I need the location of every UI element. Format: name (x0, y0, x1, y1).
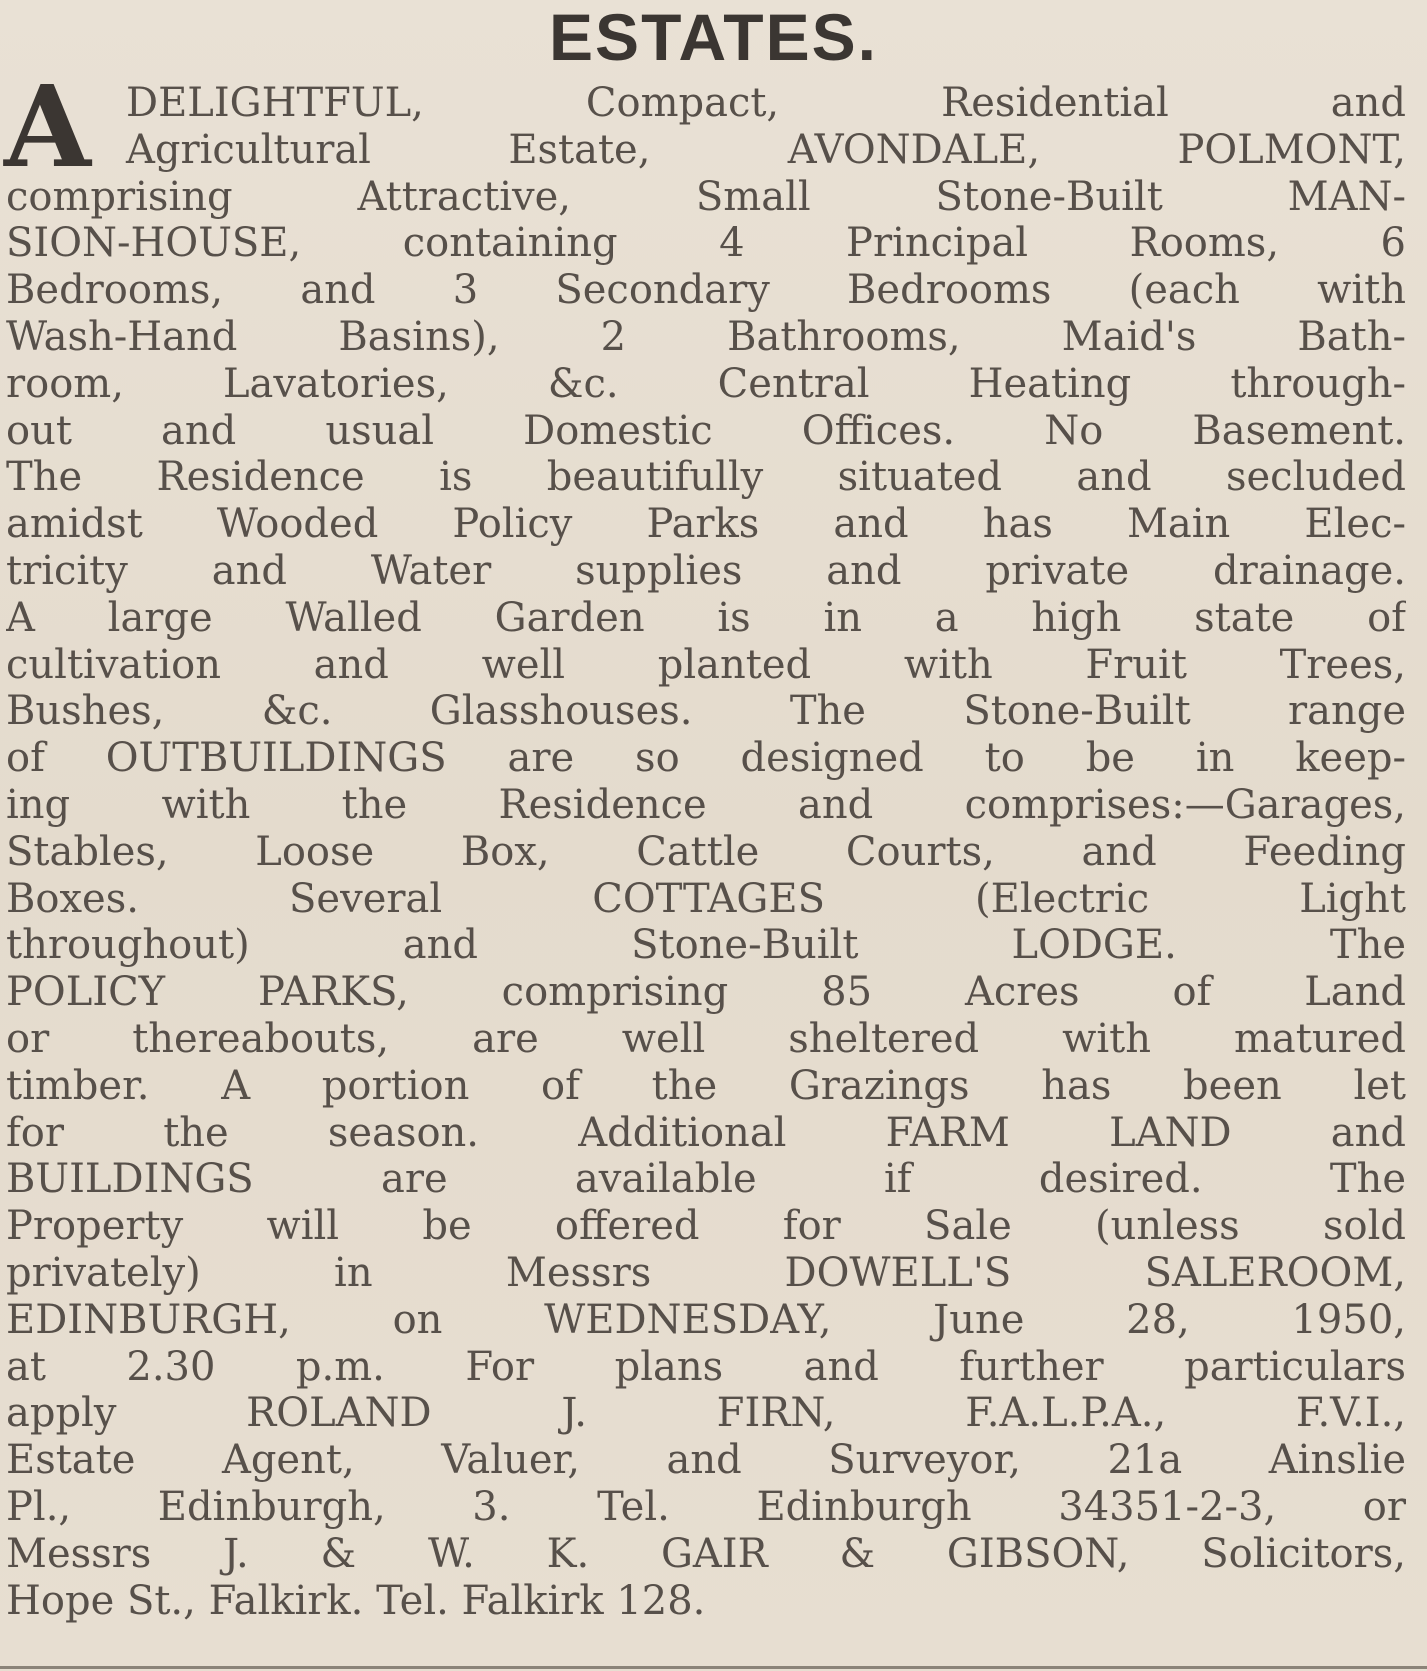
ad-line: The Residence is beautifully situated and secluded (6, 454, 1406, 501)
ad-line: Wash-Hand Basins), 2 Bathrooms, Maid's Bath- (6, 313, 1406, 360)
ad-line: BUILDINGS are available if desired. The (6, 1156, 1406, 1203)
ad-line: EDINBURGH, on WEDNESDAY, June 28, 1950, (6, 1296, 1406, 1343)
ad-line: room, Lavatories, &c. Central Heating through- (6, 360, 1406, 407)
ad-line: of OUTBUILDINGS are so designed to be in keep- (6, 735, 1406, 782)
ad-line: or thereabouts, are well sheltered with matured (6, 1015, 1406, 1062)
advertisement-body (4, 62, 1406, 1624)
ad-line: Boxes. Several COTTAGES (Electric Light (6, 875, 1406, 922)
drop-cap: A (4, 62, 91, 193)
ad-line: Messrs J. & W. K. GAIR & GIBSON, Solicitors, (6, 1530, 1406, 1577)
ad-line: Property will be offered for Sale (unless sold (6, 1203, 1406, 1250)
ad-line: A large Walled Garden is in a high state of (6, 594, 1406, 641)
ad-line: Bedrooms, and 3 Secondary Bedrooms (each with (6, 267, 1406, 314)
ad-line: ing with the Residence and comprises:—Garages, (6, 781, 1406, 828)
ad-line: apply ROLAND J. FIRN, F.A.L.P.A., F.V.I., (6, 1390, 1406, 1437)
ad-line: comprising Attractive, Small Stone-Built MAN- (6, 173, 1406, 220)
ad-line: tricity and Water supplies and private drainage. (6, 547, 1406, 594)
ad-line: cultivation and well planted with Fruit Trees, (6, 641, 1406, 688)
ad-line: Estate Agent, Valuer, and Surveyor, 21a Ainslie (6, 1437, 1406, 1484)
bottom-rule (0, 1666, 1427, 1669)
ad-line: Bushes, &c. Glasshouses. The Stone-Built range (6, 688, 1406, 735)
ad-line: timber. A portion of the Grazings has been let (6, 1062, 1406, 1109)
ad-line: SION-HOUSE, containing 4 Principal Rooms, 6 (6, 220, 1406, 267)
ad-line: amidst Wooded Policy Parks and has Main Elec- (6, 501, 1406, 548)
ad-line: at 2.30 p.m. For plans and further particulars (6, 1343, 1406, 1390)
ad-line: Stables, Loose Box, Cattle Courts, and Feeding (6, 828, 1406, 875)
ad-line: out and usual Domestic Offices. No Basement. (6, 407, 1406, 454)
ad-line: Hope St., Falkirk. Tel. Falkirk 128. (6, 1577, 706, 1624)
ad-line: DELIGHTFUL, Compact, Residential and (126, 80, 1406, 126)
ad-line: Pl., Edinburgh, 3. Tel. Edinburgh 34351-2-3, or (6, 1483, 1406, 1530)
ad-line: for the season. Additional FARM LAND and (6, 1109, 1406, 1156)
ad-line: POLICY PARKS, comprising 85 Acres of Land (6, 969, 1406, 1016)
ad-line: throughout) and Stone-Built LODGE. The (6, 922, 1406, 969)
ad-line: privately) in Messrs DOWELL'S SALEROOM, (6, 1249, 1406, 1296)
ad-line: Agricultural Estate, AVONDALE, POLMONT, (126, 126, 1406, 173)
section-heading: ESTATES. (549, 0, 878, 74)
